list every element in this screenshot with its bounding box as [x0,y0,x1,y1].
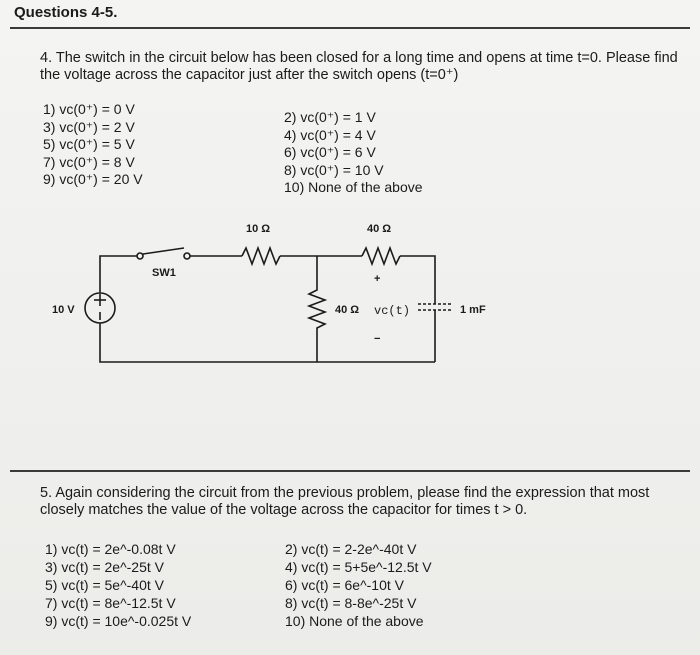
section-divider [10,470,690,472]
switch-blade [143,248,184,254]
page-header: Questions 4-5. [14,4,118,21]
q4-option-6: 6) vc(0⁺) = 6 V [284,144,376,160]
resistor-r3 [309,256,325,362]
source-label: 10 V [52,304,75,316]
question-5-text: 5. Again considering the circuit from the previous problem, please find the expression that most closely matches the value of the voltage across the capacitor for times t > 0. [40,485,650,518]
header-divider [10,27,690,29]
wire-left-top [100,256,137,293]
capacitor-label: 1 mF [460,304,486,316]
r3-label: 40 Ω [335,304,360,316]
question-4-text: 4. The switch in the circuit below has been closed for a long time and opens at time t=0. Please find the voltage across the capacitor just after the switch opens (t=0⁺) [40,50,678,83]
q4-options-left [43,101,143,189]
q4-option-1: 1) vc(0⁺) = 0 V [43,101,135,117]
q4-options-right [284,109,423,197]
wire-bottom [100,323,435,362]
q5-option-7: 7) vc(t) = 8e^-12.5t V [45,595,176,611]
q4-option-8: 8) vc(0⁺) = 10 V [284,161,384,178]
q5-option-1: 1) vc(t) = 2e^-0.08t V [45,541,176,557]
q4-option-10: 10) None of the above [284,179,423,195]
q4-option-3: 3) vc(0⁺) = 2 V [43,118,135,135]
q5-option-2: 2) vc(t) = 2-2e^-40t V [285,541,417,557]
q4-option-9: 9) vc(0⁺) = 20 V [43,171,143,187]
q5-option-6: 6) vc(t) = 6e^-10t V [285,577,404,593]
circuit-diagram [40,210,486,390]
q4-option-4: 4) vc(0⁺) = 4 V [284,126,376,143]
resistor-r1 [242,248,280,264]
r2-label: 40 Ω [367,223,392,235]
plus-sign: + [374,273,381,285]
vc-label: vc(t) [374,304,411,318]
wire-right [400,256,435,304]
resistor-r2 [362,248,400,264]
switch-terminal-left [137,253,143,259]
r1-label: 10 Ω [246,223,271,235]
q5-option-10: 10) None of the above [285,613,424,629]
q4-option-7: 7) vc(0⁺) = 8 V [43,153,135,170]
q5-option-5: 5) vc(t) = 5e^-40t V [45,577,164,593]
q5-option-3: 3) vc(t) = 2e^-25t V [45,559,164,575]
q5-options-left [45,540,191,630]
q5-options-right [285,540,432,630]
q5-option-8: 8) vc(t) = 8-8e^-25t V [285,595,417,611]
switch-terminal-right [184,253,190,259]
q5-option-9: 9) vc(t) = 10e^-0.025t V [45,613,192,629]
q4-option-2: 2) vc(0⁺) = 1 V [284,109,376,125]
q5-option-4: 4) vc(t) = 5+5e^-12.5t V [285,559,432,575]
q4-option-5: 5) vc(0⁺) = 5 V [43,136,135,152]
switch-label: SW1 [152,267,176,279]
minus-sign: − [374,333,381,345]
